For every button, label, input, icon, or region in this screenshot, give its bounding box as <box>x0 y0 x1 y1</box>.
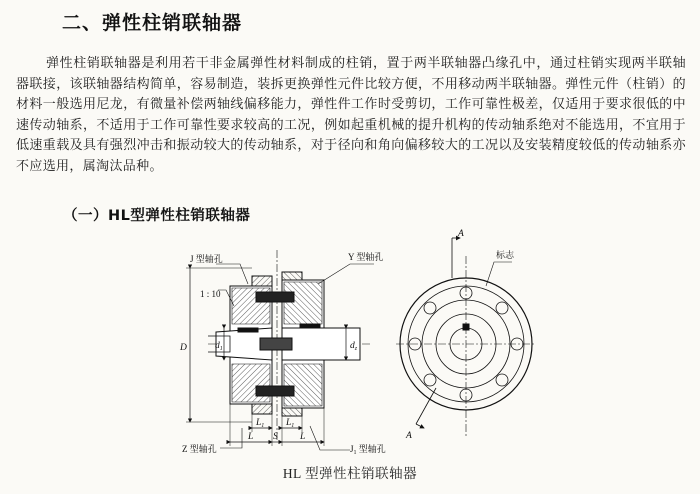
label-taper: 1 : 10 <box>200 289 221 299</box>
end-view <box>396 238 536 436</box>
label-j1-bore: $J_1$ 型轴孔 <box>350 444 386 456</box>
pin-top <box>256 292 294 302</box>
label-l-right: L <box>300 432 306 442</box>
label-s: S <box>273 432 278 442</box>
label-j-bore: J 型轴孔 <box>190 254 223 264</box>
label-y-bore: Y 型轴孔 <box>348 252 384 262</box>
label-l1-right: $L_1$ <box>286 418 295 429</box>
label-mark: 标志 <box>496 250 515 260</box>
label-d1: $d_1$ <box>215 341 223 352</box>
coupling-drawing <box>160 228 540 460</box>
label-l1-left: $L_1$ <box>256 418 265 429</box>
label-section-a-bottom: A <box>406 431 412 441</box>
label-l-left: L <box>248 432 254 442</box>
label-section-a-top: A <box>458 229 464 239</box>
section-heading: 二、弹性柱销联轴器 <box>62 12 243 34</box>
pin-bottom <box>256 386 294 396</box>
label-d: D <box>180 343 187 353</box>
description-paragraph: 弹性柱销联轴器是利用若干非金属弹性材料制成的柱销，置于两半联轴器凸缘孔中，通过柱销实现两半联轴器联接，该联轴器结构简单，容易制造，装拆更换弹性元件比较方便，不用移动两半联轴器。弹性元件（柱销）的材料一般选用尼龙，有微量补偿两轴线偏移能力，弹性件工作时受剪切，工作可靠性极差，仅适用于要求很低的中速传动轴系，不适用于工作可靠性要求较高的工况，例如起重机械的提升机构的传动轴系绝对不能选用，不宜用于低速重载及具有强烈冲击和振动较大的传动轴系，对于径向和角向偏移较大的工况以及安装精度较低的传动轴系亦不应选用，属淘汰品种。 <box>16 56 686 174</box>
pin-middle <box>260 338 292 350</box>
label-z-bore: Z 型轴孔 <box>182 444 217 454</box>
subsection-heading: （一）HL型弹性柱销联轴器 <box>63 208 251 224</box>
label-dz: $d_z$ <box>350 341 358 352</box>
figure-caption: HL 型弹性柱销联轴器 <box>282 466 418 481</box>
coupling-drawing-svg <box>160 228 540 460</box>
